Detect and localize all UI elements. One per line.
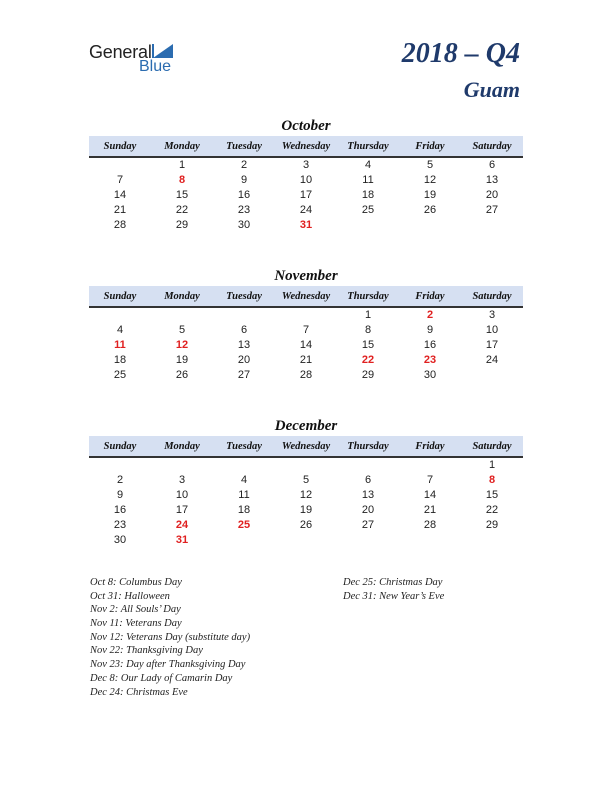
day-cell: 14: [423, 489, 437, 501]
holiday-entry: Dec 31: New Year’s Eve: [343, 590, 445, 602]
logo-text-blue: Blue: [139, 58, 172, 75]
month-december: [89, 416, 523, 548]
day-cell: 31: [299, 219, 313, 231]
day-cell: 21: [299, 354, 313, 366]
weekday-label: Sunday: [103, 291, 137, 302]
day-cell: 14: [299, 339, 313, 351]
week-row: [89, 518, 523, 533]
day-cell: 25: [237, 519, 251, 531]
day-cell: 15: [485, 489, 499, 501]
weekday-label: Monday: [164, 441, 200, 452]
day-cell: 5: [426, 159, 434, 171]
day-cell: 4: [364, 159, 372, 171]
day-cell: 13: [361, 489, 375, 501]
week-row: [89, 173, 523, 188]
empty-day-cell: [461, 368, 523, 383]
day-cell: 12: [423, 174, 437, 186]
week-row: [89, 308, 523, 323]
logo-text-general: General: [89, 42, 152, 62]
week-row: [89, 188, 523, 203]
day-cell: 29: [175, 219, 189, 231]
week-row: [89, 203, 523, 218]
empty-day-cell: [399, 533, 461, 548]
holiday-entry: Dec 24: Christmas Eve: [90, 686, 188, 698]
week-row: [89, 503, 523, 518]
day-cell: 26: [423, 204, 437, 216]
empty-day-cell: [399, 218, 461, 233]
day-cell: 4: [116, 324, 124, 336]
weekday-label: Thursday: [347, 291, 389, 302]
day-cell: 8: [488, 474, 496, 486]
day-cell: 13: [485, 174, 499, 186]
week-row: [89, 533, 523, 548]
day-cell: 1: [364, 309, 372, 321]
weekday-label: Sunday: [103, 141, 137, 152]
holiday-entry: Nov 2: All Souls’ Day: [90, 604, 181, 616]
week-row: [89, 368, 523, 383]
day-cell: 2: [426, 309, 434, 321]
day-cell: 10: [175, 489, 189, 501]
day-cell: 21: [423, 504, 437, 516]
day-cell: 12: [299, 489, 313, 501]
week-row: [89, 338, 523, 353]
day-cell: 10: [485, 324, 499, 336]
day-cell: 11: [114, 339, 126, 351]
week-row: [89, 488, 523, 503]
month-october: [89, 116, 523, 233]
day-cell: 1: [488, 459, 496, 471]
weekday-label: Tuesday: [226, 441, 262, 452]
week-row: [89, 323, 523, 338]
week-row: [89, 158, 523, 173]
day-cell: 17: [175, 504, 189, 516]
weekday-label: Monday: [164, 141, 200, 152]
day-cell: 5: [302, 474, 310, 486]
week-row: [89, 353, 523, 368]
day-cell: 23: [237, 204, 251, 216]
holiday-entry: Oct 8: Columbus Day: [90, 577, 182, 588]
day-cell: 24: [299, 204, 313, 216]
day-cell: 30: [237, 219, 251, 231]
day-cell: 22: [485, 504, 499, 516]
weekday-header-row: [89, 286, 523, 308]
day-cell: 8: [178, 174, 186, 186]
day-cell: 19: [175, 354, 189, 366]
empty-day-cell: [151, 308, 213, 323]
weekday-label: Saturday: [472, 441, 512, 452]
logo-flag-icon: [153, 44, 173, 58]
day-cell: 1: [178, 159, 186, 171]
day-cell: 27: [485, 204, 499, 216]
day-cell: 20: [361, 504, 375, 516]
page-title: 2018 – Q4: [401, 38, 520, 69]
weekday-label: Thursday: [347, 441, 389, 452]
empty-day-cell: [89, 158, 151, 173]
weekday-label: Friday: [415, 291, 445, 302]
weekday-label: Thursday: [347, 141, 389, 152]
day-cell: 15: [175, 189, 189, 201]
day-cell: 20: [237, 354, 251, 366]
day-cell: 16: [237, 189, 251, 201]
empty-day-cell: [89, 458, 151, 473]
day-cell: 28: [113, 219, 127, 231]
day-cell: 7: [426, 474, 434, 486]
day-cell: 13: [237, 339, 251, 351]
day-cell: 5: [178, 324, 186, 336]
day-cell: 29: [485, 519, 499, 531]
day-cell: 22: [361, 354, 375, 366]
weekday-label: Tuesday: [226, 291, 262, 302]
day-cell: 22: [175, 204, 189, 216]
day-cell: 12: [175, 339, 189, 351]
empty-day-cell: [213, 458, 275, 473]
day-cell: 16: [113, 504, 127, 516]
day-cell: 27: [361, 519, 375, 531]
day-cell: 17: [485, 339, 499, 351]
day-cell: 8: [364, 324, 372, 336]
day-cell: 18: [361, 189, 375, 201]
weekday-label: Friday: [415, 441, 445, 452]
page-subtitle: Guam: [463, 77, 520, 102]
week-row: [89, 473, 523, 488]
month-november: [89, 266, 523, 383]
empty-day-cell: [337, 218, 399, 233]
day-cell: 6: [364, 474, 372, 486]
day-cell: 15: [361, 339, 375, 351]
day-cell: 29: [361, 369, 375, 381]
day-cell: 25: [113, 369, 127, 381]
empty-day-cell: [461, 218, 523, 233]
day-cell: 19: [299, 504, 313, 516]
day-cell: 30: [423, 369, 437, 381]
empty-day-cell: [337, 458, 399, 473]
empty-day-cell: [151, 458, 213, 473]
weekday-label: Wednesday: [281, 291, 331, 302]
holiday-list-left: [90, 576, 250, 699]
day-cell: 3: [488, 309, 496, 321]
holiday-entry: Nov 23: Day after Thanksgiving Day: [90, 659, 246, 671]
day-cell: 23: [113, 519, 127, 531]
holiday-list-right: [343, 576, 444, 603]
day-cell: 17: [299, 189, 313, 201]
empty-day-cell: [399, 458, 461, 473]
empty-day-cell: [213, 533, 275, 548]
day-cell: 9: [240, 174, 248, 186]
day-cell: 24: [485, 354, 499, 366]
holiday-entry: Nov 11: Veterans Day: [90, 618, 182, 630]
day-cell: 25: [361, 204, 375, 216]
day-cell: 18: [237, 504, 251, 516]
weekday-label: Monday: [164, 291, 200, 302]
day-cell: 24: [175, 519, 189, 531]
day-cell: 18: [113, 354, 127, 366]
day-cell: 23: [423, 354, 437, 366]
day-cell: 4: [240, 474, 248, 486]
weekday-label: Saturday: [472, 141, 512, 152]
day-cell: 2: [116, 474, 124, 486]
day-cell: 9: [426, 324, 434, 336]
logo: [89, 42, 189, 76]
weekday-header-row: [89, 436, 523, 458]
holiday-entry: Nov 12: Veterans Day (substitute day): [90, 631, 251, 643]
day-cell: 26: [175, 369, 189, 381]
day-cell: 30: [113, 534, 127, 546]
weekday-label: Saturday: [472, 291, 512, 302]
day-cell: 28: [423, 519, 437, 531]
day-cell: 9: [116, 489, 124, 501]
day-cell: 6: [240, 324, 248, 336]
day-cell: 16: [423, 339, 437, 351]
empty-day-cell: [461, 533, 523, 548]
day-cell: 11: [238, 489, 250, 501]
weekday-label: Tuesday: [226, 141, 262, 152]
week-row: [89, 218, 523, 233]
day-cell: 14: [113, 189, 127, 201]
holiday-entry: Nov 22: Thanksgiving Day: [90, 645, 203, 657]
day-cell: 3: [178, 474, 186, 486]
weekday-header-row: [89, 136, 523, 158]
day-cell: 6: [488, 159, 496, 171]
month-name: November: [274, 268, 338, 284]
empty-day-cell: [89, 308, 151, 323]
weekday-label: Sunday: [103, 441, 137, 452]
day-cell: 10: [299, 174, 313, 186]
empty-day-cell: [275, 458, 337, 473]
empty-day-cell: [275, 533, 337, 548]
weekday-label: Wednesday: [281, 441, 331, 452]
empty-day-cell: [337, 533, 399, 548]
day-cell: 26: [299, 519, 313, 531]
empty-day-cell: [213, 308, 275, 323]
month-name: October: [281, 118, 331, 134]
day-cell: 19: [423, 189, 437, 201]
day-cell: 31: [175, 534, 189, 546]
holiday-entry: Dec 8: Our Lady of Camarin Day: [90, 672, 233, 684]
day-cell: 7: [302, 324, 310, 336]
holiday-entry: Oct 31: Halloween: [90, 590, 170, 602]
day-cell: 7: [116, 174, 124, 186]
month-name: December: [274, 418, 338, 434]
day-cell: 3: [302, 159, 310, 171]
day-cell: 27: [237, 369, 251, 381]
day-cell: 2: [240, 159, 248, 171]
day-cell: 28: [299, 369, 313, 381]
weekday-label: Wednesday: [281, 141, 331, 152]
holiday-entry: Dec 25: Christmas Day: [343, 577, 443, 588]
day-cell: 20: [485, 189, 499, 201]
day-cell: 21: [113, 204, 127, 216]
week-row: [89, 458, 523, 473]
weekday-label: Friday: [415, 141, 445, 152]
empty-day-cell: [275, 308, 337, 323]
day-cell: 11: [362, 174, 374, 186]
